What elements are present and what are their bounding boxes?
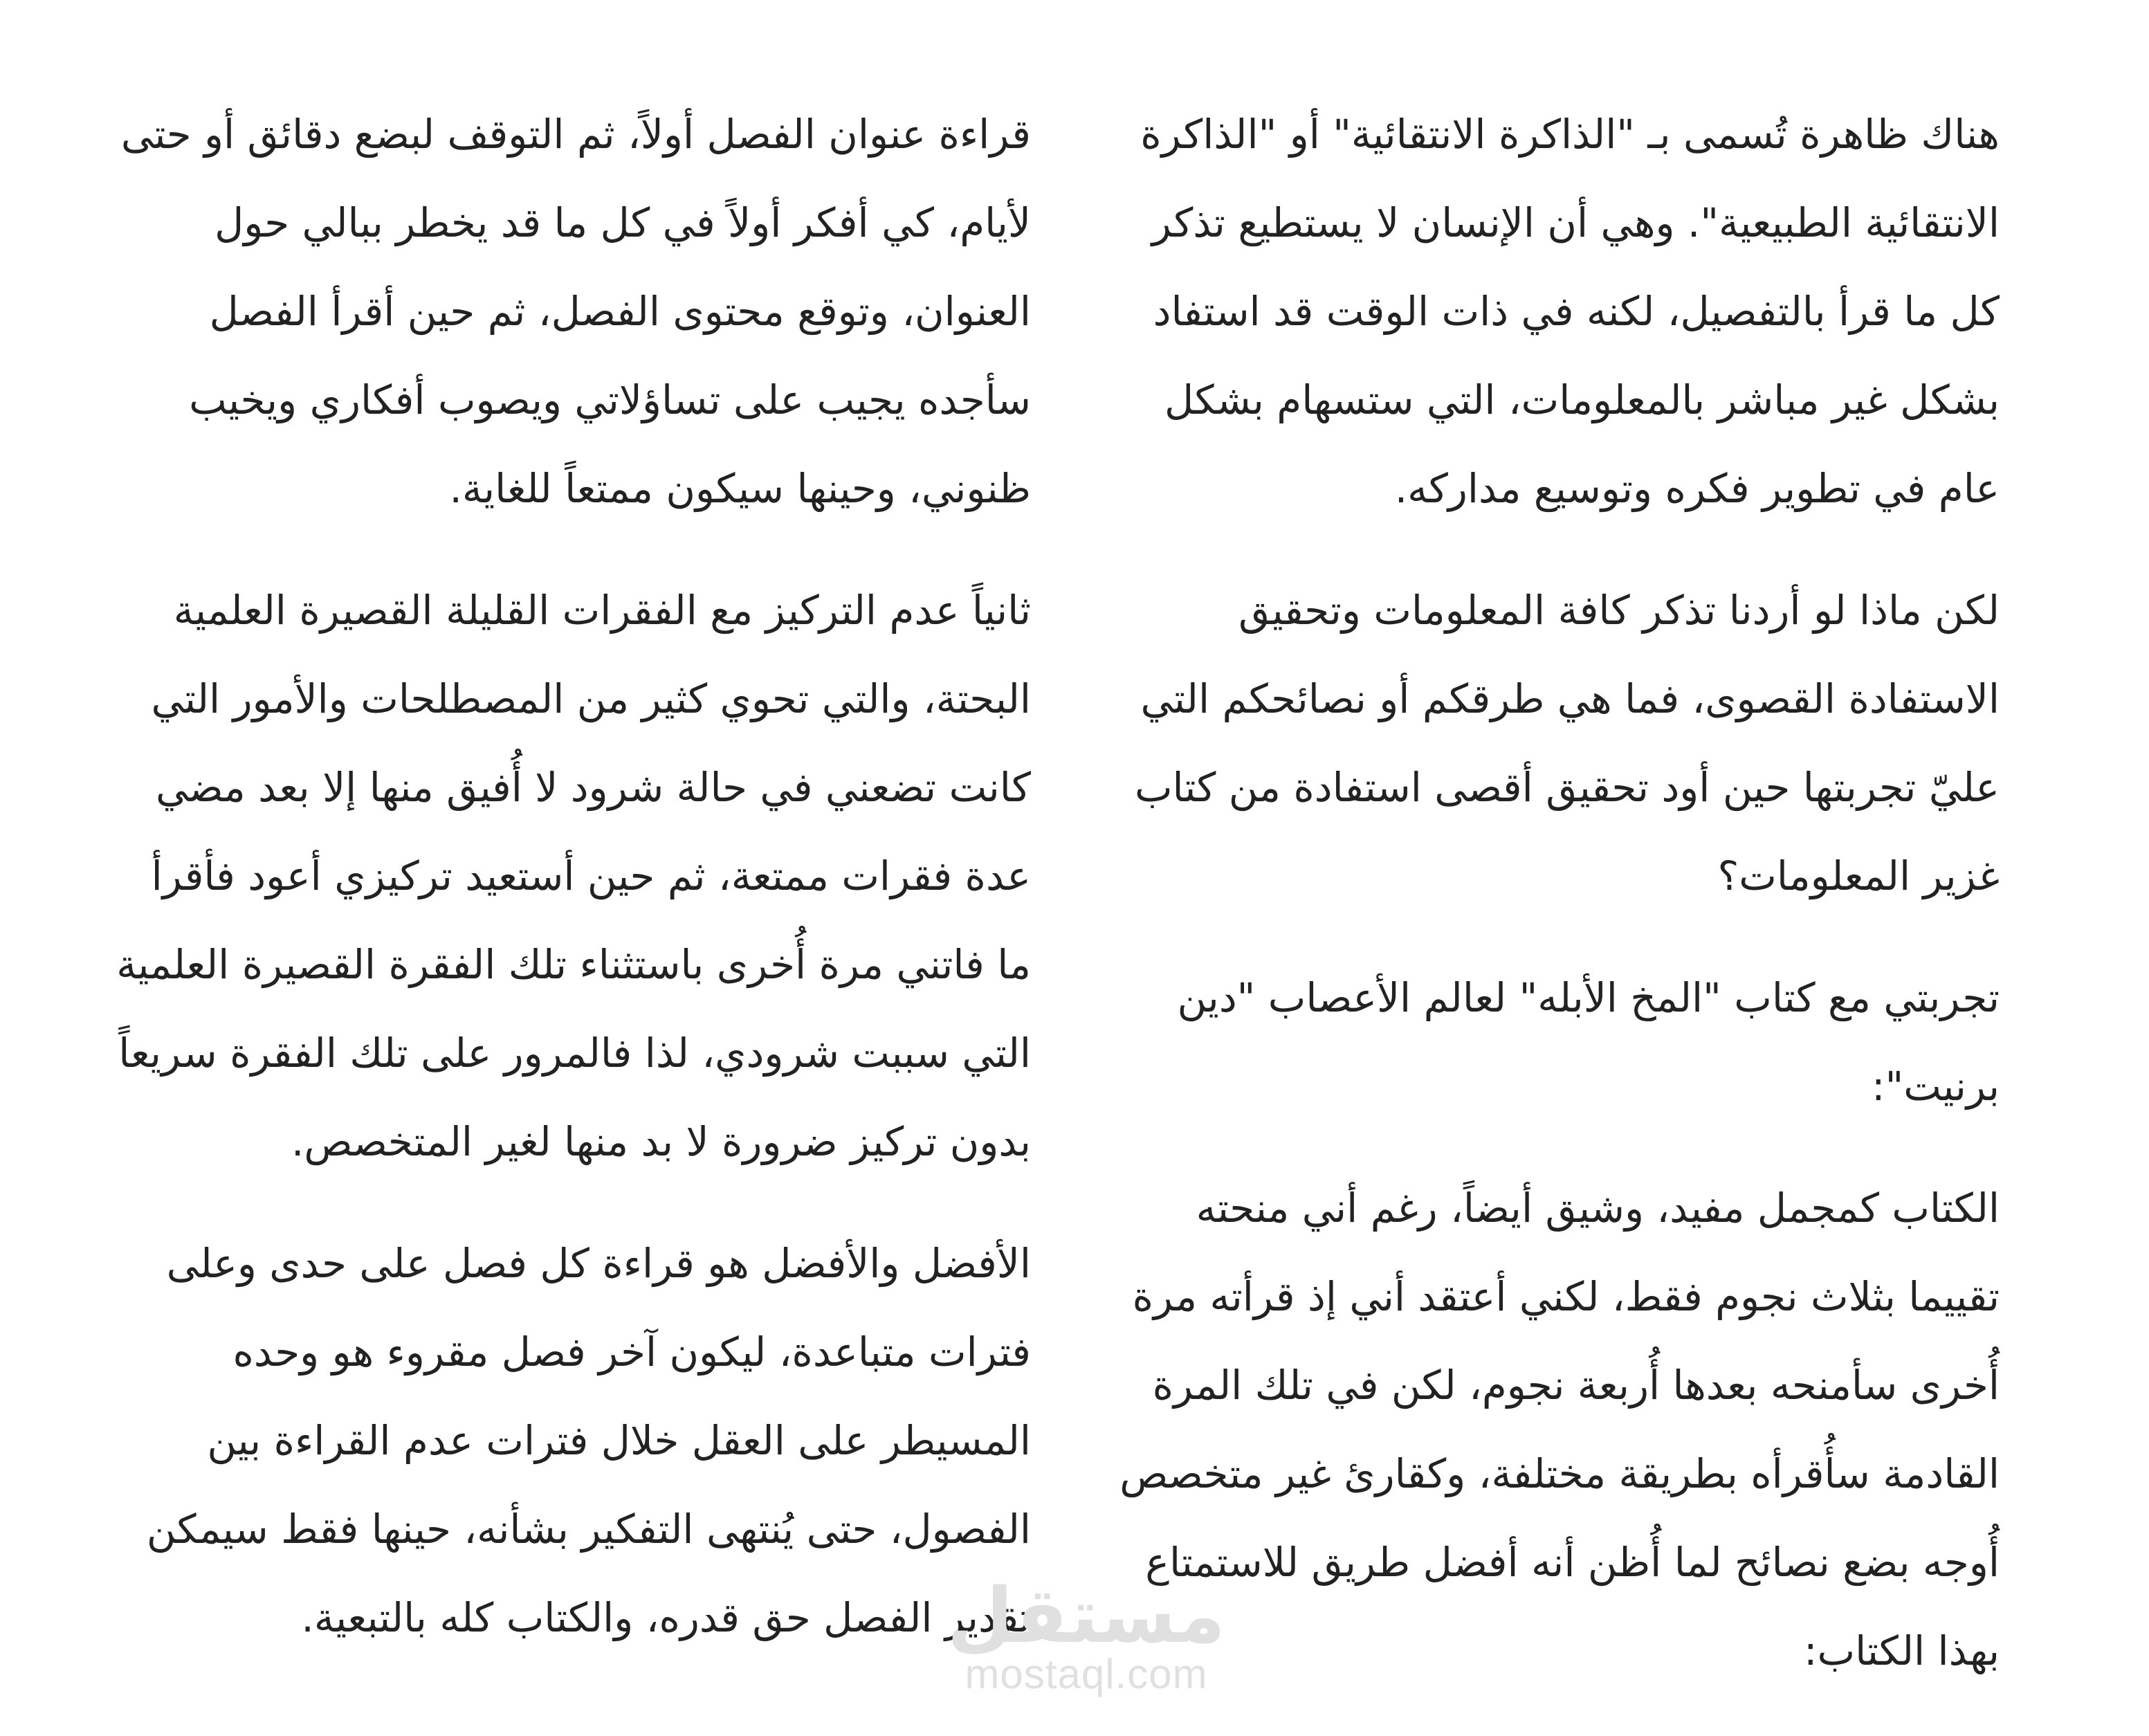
right-column: [1107, 90, 2000, 1728]
paragraph-tip-chapter-title: قراءة عنوان الفصل أولاً، ثم التوقف لبضع دقائق أو حتى لأيام، كي أفكر أولاً في كل ما قد يخطر ببالي حول العنوان، وتوقع محتوى الفصل، ثم حين أقرأ الفصل سأجده يجيب على تساؤلاتي ويصوب أفكاري ويخيب ظنوني، وحينها سيكون ممتعاً للغاية.: [120, 111, 1031, 512]
paragraph-book-review: الكتاب كمجمل مفيد، وشيق أيضاً، رغم أني منحته تقييما بثلاث نجوم فقط، لكني أعتقد أني إذ قرأته مرة أُخرى سأمنحه بعدها أُربعة نجوم، لكن في تلك المرة القادمة سأُقرأه بطريقة مختلفة، وكقارئ غير متخصص أُوجه بضع نصائح لما أُظن أنه أفضل طريق للاستمتاع بهذا الكتاب:: [1119, 1185, 2000, 1674]
paragraph-question: لكن ماذا لو أردنا تذكر كافة المعلومات وتحقيق الاستفادة القصوى، فما هي طرقكم أو نصائحكم التي عليّ تجربتها حين أود تحقيق أقصى استفادة من كتاب غزير المعلومات؟: [1134, 587, 2000, 899]
paragraph-experience-heading: تجربتي مع كتاب "المخ الأبله" لعالم الأعصاب "دين برنيت":: [1177, 974, 2000, 1110]
left-column: [111, 90, 1031, 1695]
paragraph-tip-skip-scientific: ثانياً عدم التركيز مع الفقرات القليلة القصيرة العلمية البحتة، والتي تحوي كثير من المصطلحات والأمور التي كانت تضعني في حالة شرود لا أُفيق منها إلا بعد مضي عدة فقرات ممتعة، ثم حين أستعيد تركيزي أعود فأقرأ ما فاتني مرة أُخرى باستثناء تلك الفقرة القصيرة العلمية التي سببت شرودي، لذا فالمرور على تلك الفقرة سريعاً بدون تركيز ضرورة لا بد منها لغير المتخصص.: [116, 587, 1031, 1165]
paragraph-tip-spaced-reading: الأفضل والأفضل هو قراءة كل فصل على حدى وعلى فترات متباعدة، ليكون آخر فصل مقروء هو وحده المسيطر على العقل خلال فترات عدم القراءة بين الفصول، حتى يُنتهى التفكير بشأنه، حينها فقط سيمكن تقدير الفصل حق قدره، والكتاب كله بالتبعية.: [146, 1240, 1031, 1641]
paragraph-selective-memory: هناك ظاهرة تُسمى بـ "الذاكرة الانتقائية" أو "الذاكرة الانتقائية الطبيعية". وهي أن الإنسان لا يستطيع تذكر كل ما قرأ بالتفصيل، لكنه في ذات الوقت قد استفاد بشكل غير مباشر بالمعلومات، التي ستسهام بشكل عام في تطوير فكره وتوسيع مداركه.: [1140, 111, 2000, 512]
watermark-logo-latin: mostaql.com: [964, 1651, 1208, 1697]
watermark-logo-arabic: مستقل: [947, 1571, 1226, 1660]
